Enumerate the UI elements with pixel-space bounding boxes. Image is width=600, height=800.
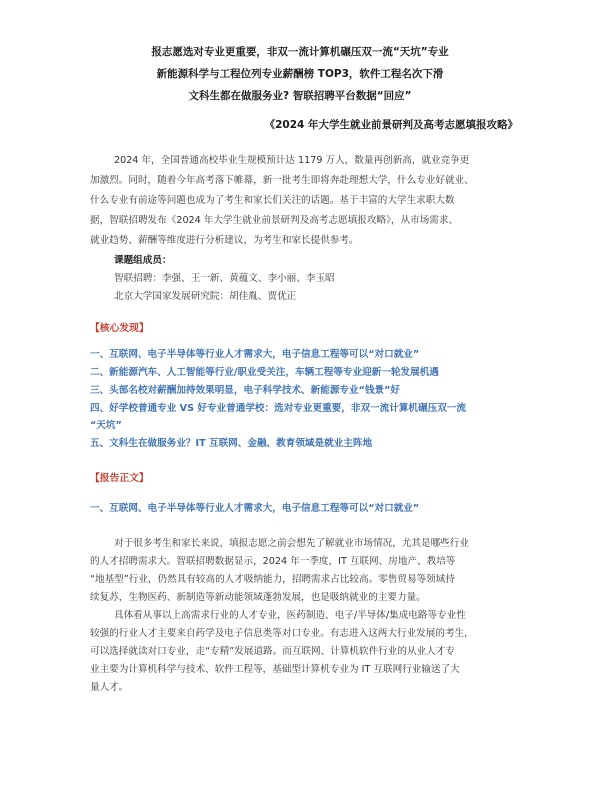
finding-item: 四、好学校普通专业 VS 好专业普通学校：选对专业更重要，非双一流计算机碾压双一流 bbox=[90, 403, 466, 414]
intro-line: 2024 年，全国普通高校毕业生规模预计达 1179 万人，数量再创新高，就业竞争更 bbox=[114, 155, 470, 166]
para-line: 续复苏，生物医药、新制造等新动能领域蓬勃发展，也是吸纳就业的主要力量。 bbox=[90, 592, 426, 603]
document-title-line-2: 新能源科学与工程位列专业薪酬榜 TOP3，软件工程名次下滑 bbox=[156, 68, 444, 80]
finding-item: 二、新能源汽车、人工智能等行业/职业受关注，车辆工程等专业迎新一轮发展机遇 bbox=[90, 367, 439, 378]
para-line: 量人才。 bbox=[90, 682, 129, 693]
para-line: 可以选择就读对口专业，走“专精”发展道路。而互联网、计算机软件行业的从业人才专 bbox=[90, 646, 455, 657]
intro-line: 什么专业有前途等问题也成为了考生和家长们关注的话题。基于丰富的大学生求职大数 bbox=[90, 195, 455, 206]
intro-line: 据，智联招聘发布《2024 年大学生就业前景研判及高考志愿填报攻略》，从市场需求、 bbox=[90, 215, 459, 226]
para-line: 对于很多考生和家长来说，填报志愿之前会想先了解就业市场情况，尤其是哪些行业 bbox=[114, 538, 469, 549]
para-line: 具体看从事以上高需求行业的人才专业，医药制造、电子/半导体/集成电路等专业性 bbox=[114, 610, 466, 621]
para-line: 的人才招聘需求大。智联招聘数据显示，2024 年一季度，IT 互联网、房地产、教培等 bbox=[90, 556, 456, 567]
document-title-line-1: 报志愿选对专业更重要，非双一流计算机碾压双一流“天坑”专业 bbox=[151, 46, 449, 58]
finding-item: 三、头部名校对薪酬加持效果明显，电子科学技术、新能源专业“钱景”好 bbox=[90, 385, 401, 396]
team-peking: 北京大学国家发展研究院：胡佳胤、贾优正 bbox=[114, 291, 297, 302]
document-title-line-3: 文科生都在做服务业? 智联招聘平台数据“回应” bbox=[188, 90, 412, 102]
team-zhilian: 智联招聘：李强、王一新、黄蕴文、李小丽、李玉昭 bbox=[114, 273, 335, 284]
intro-line: 加激烈。同时，随着今年高考落下帷幕，新一批考生即将奔赴理想大学，什么专业好就业、 bbox=[90, 175, 474, 186]
report-body-label: 【报告正文】 bbox=[90, 473, 149, 484]
para-line: 业主要为计算机科学与技术、软件工程等，基础型计算机专业为 IT 互联网行业输送了大 bbox=[90, 664, 460, 675]
finding-item-continued: “天坑” bbox=[90, 420, 122, 431]
para-line: 较强的行业人才主要来自药学及电子信息类等对口专业。有志进入这两大行业发展的考生， bbox=[90, 628, 474, 639]
report-subtitle: 《2024 年大学生就业前景研判及高考志愿填报攻略》 bbox=[264, 119, 518, 131]
team-heading: 课题组成员： bbox=[114, 255, 172, 266]
finding-item: 一、互联网、电子半导体等行业人才需求大，电子信息工程等可以“对口就业” bbox=[90, 349, 420, 360]
core-findings-label: 【核心发现】 bbox=[90, 323, 149, 334]
intro-line: 就业趋势、薪酬等维度进行分析建议，为考生和家长提供参考。 bbox=[90, 235, 359, 246]
section-heading: 一、互联网、电子半导体等行业人才需求大，电子信息工程等可以“对口就业” bbox=[90, 503, 420, 514]
finding-item: 五、文科生在做服务业？IT 互联网、金融、教育领域是就业主阵地 bbox=[90, 438, 373, 449]
para-line: “地基型”行业，仍然具有较高的人才吸纳能力，招聘需求占比较高。零售贸易等领域持 bbox=[90, 574, 455, 585]
